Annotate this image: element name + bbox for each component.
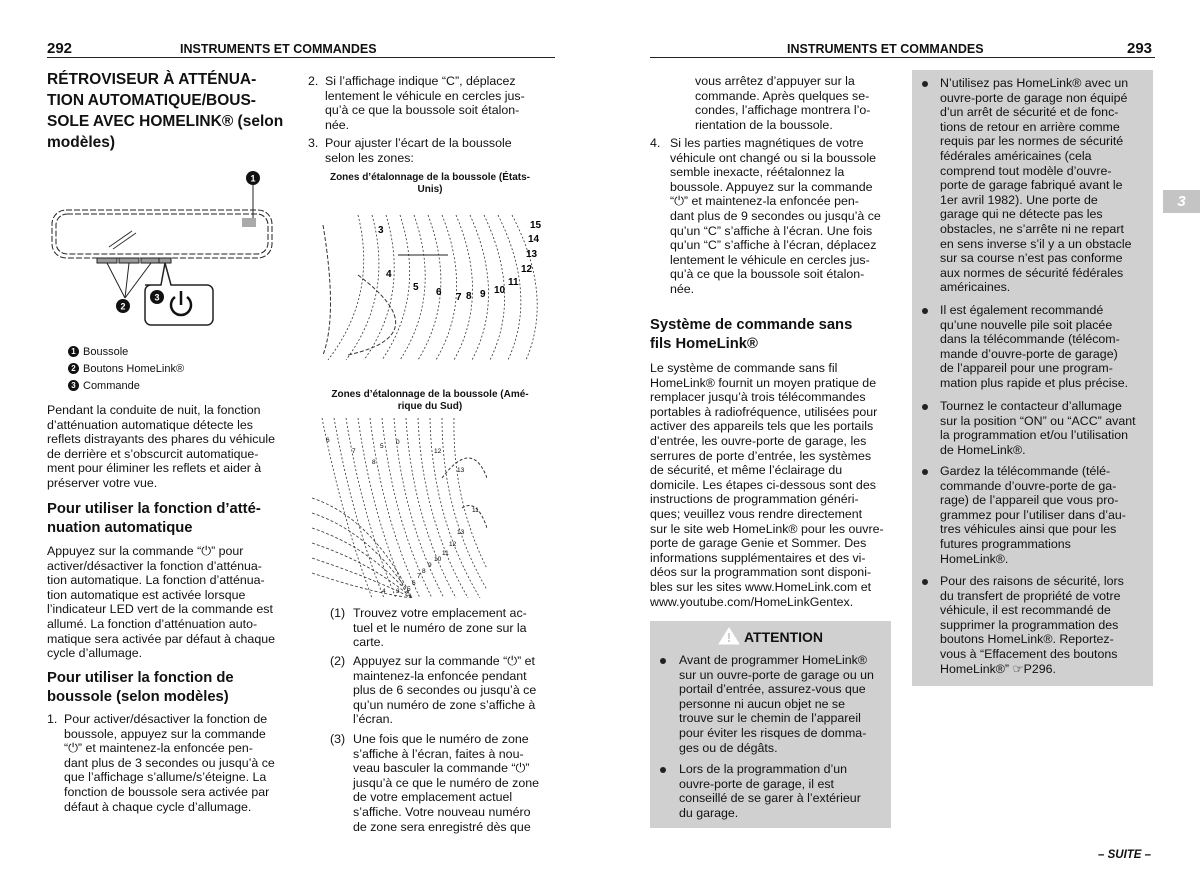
zone-label: 3 (396, 588, 400, 595)
zone-line (370, 418, 420, 598)
warning-icon (718, 627, 740, 645)
zone-label: 10 (434, 556, 442, 563)
heading-compass: Pour utiliser la fonction de boussole (selon modèles) (47, 670, 234, 705)
attention-box: ATTENTION Avant de programmer HomeLink® sur un ouvre-porte de garage ou un portail d’entrée, assurez-vous que personne ni aucun objet ne se trouve sur le chemin de l’appareil pour éviter les risques de domma- ges ou de dégâts. Lors de la programmation d’un ouvre-porte de garage, il est conseillé de se garer à l’extérieur du garage. (650, 621, 891, 828)
figure-legend (68, 343, 184, 394)
legend-item: 2 Boutons HomeLink® (68, 360, 184, 377)
zone-line (328, 215, 364, 360)
zone-line (334, 418, 384, 598)
zone-line (470, 215, 489, 360)
zone-label: 5 (413, 282, 419, 293)
legend-item: 3 Commande (68, 377, 184, 394)
zone-label: 7 (417, 573, 421, 580)
zone-label: 4 (386, 269, 392, 280)
continued-paragraph: vous arrêtez d’appuyer sur la commande. Après quelques se- condes, l’affichage montrera l’o- rientation de la boussole. (695, 74, 871, 132)
bullet-icon (660, 767, 666, 773)
zone-line (322, 418, 372, 598)
zone-label: 6 (326, 437, 330, 444)
zone-line (454, 215, 473, 360)
map-south-america (312, 418, 487, 598)
zone-line (394, 418, 444, 598)
zone-label: 7 (352, 448, 356, 455)
zone-label: 12 (449, 541, 457, 548)
zone-label: 7 (456, 292, 462, 303)
bullet-icon (922, 579, 928, 585)
zone-label: 12 (434, 448, 442, 455)
zone-label: 4 (382, 588, 386, 595)
zone-line (312, 513, 412, 598)
zone-label: 13 (526, 249, 538, 260)
zone-label: 9 (428, 562, 432, 569)
map-us (318, 215, 543, 360)
zone-label: 12 (521, 264, 533, 275)
notes-box: N’utilisez pas HomeLink® avec un ouvre-porte de garage non équipé d’un arrêt de sécurité et de fonc- tions de retour en arrière comme requis par les normes de sécurité fédérales américaines (cela comprend tout modèle d’ouvre- porte de garage fabriqué avant le 1er avril 1982). Une porte de garage qui ne détecte pas les obstacles, ne s’arrête ni ne repart en sens inverse s’il y a un obstacle sur sa course n’est pas conforme aux normes de sécurité fédérales américaines. Il est également recommandé qu’une nouvelle pile soit placée dans la télécommande (télécom- mande d’ouvre-porte de garage) de l’appareil pour une program- mation plus rapide et plus précise. Tournez le contacteur d’allumage sur la position “ON” ou “ACC” avant la programmation et/ou l’utilisation de HomeLink®. Gardez la télécommande (télé- commande d’ouvre-porte de ga- rage) de l’appareil que vous pro- grammez pour l’utiliser dans d’au- tres véhicules ainsi que pour les futures programmations HomeLink®. Pour des raisons de sécurité, lors du transfert de propriété de votre véhicule, il est recommandé de supprimer la programmation des boutons HomeLink®. Reportez- vous à “Effacement des boutons HomeLink®” ☞P296. (912, 70, 1153, 686)
mirror-illustration (47, 165, 287, 335)
compass-display (242, 218, 256, 227)
zone-label: 11 (442, 550, 449, 557)
zone-label: 5 (380, 443, 384, 450)
page-number-right: 293 (1127, 40, 1153, 57)
header-rule-right (650, 57, 1155, 58)
map-us-caption: Zones d’étalonnage de la boussole (États- Unis) (329, 172, 531, 195)
zone-label: 10 (494, 285, 506, 296)
heading-auto-dimming: Pour utiliser la fonction d’atté- nuation automatique (47, 501, 261, 536)
zone-label: 5 (407, 586, 411, 593)
zone-line (364, 215, 394, 360)
zone-label: 0 (396, 439, 400, 446)
callout-3: 3 (154, 292, 160, 303)
page-number-left: 292 (47, 40, 73, 57)
zone-line (454, 418, 487, 598)
zone-line (382, 215, 410, 360)
homelink-paragraph: Le système de commande sans fil HomeLink® fournit un moyen pratique de remplacer jusqu’à trois télécommandes portables à radiofréquence, utilisées pour activer des appareils tels que les portails d’entrée, les ouvre-porte de garage, les serrures de porte d’entrée, les systèmes de sécurité, et même l’éclairage du domicile. Les étapes ci-dessous sont des instructions de programmation généri- ques; veuillez vous rendre directement sur le site web HomeLink® pour les ouvre- porte de garage Genie et Sommer. Des informations supplémentaires et des vi- déos sur la programmation sont disponi- bles sur les sites www.HomeLink.com et www.youtube.com/HomeLinkGentex. (650, 361, 884, 609)
bullet-icon (922, 81, 928, 87)
zone-label: 8 (466, 291, 472, 302)
running-header-right: INSTRUMENTS ET COMMANDES (787, 42, 984, 56)
zone-line (406, 418, 456, 598)
attention-title: ATTENTION (743, 629, 824, 645)
mirror-figure (47, 165, 287, 335)
zone-label: 6 (412, 580, 416, 587)
map-sa-caption: Zones d’étalonnage de la boussole (Amé- rique du Sud) (331, 389, 529, 412)
zone-line (442, 418, 487, 598)
bullet-icon (922, 404, 928, 410)
bullet-icon (922, 308, 928, 314)
section-title: RÉTROVISEUR À ATTÉNUA- TION AUTOMATIQUE/BOUS- SOLE AVEC HOMELINK® (selon modèles) (47, 71, 284, 151)
heading-homelink: Système de commande sans fils HomeLink® (650, 317, 853, 352)
zone-label: 6 (436, 287, 442, 298)
zone-label: 9 (480, 289, 486, 300)
bullet-icon (660, 658, 666, 664)
zone-label: 15 (530, 220, 542, 231)
zone-line (323, 225, 396, 355)
callout-1: 1 (250, 173, 256, 184)
manual-spread: 292 INSTRUMENTS ET COMMANDES INSTRUMENTS ET COMMANDES 293 RÉTROVISEUR À ATTÉNUA- TION AUTOMATIQUE/BOUS- SOLE AVEC HOMELINK® (selon modèles) 1 2 3 1 Boussole 2 Boutons HomeLink® 3 Commande Pendant la conduite de nuit, la fonction d’atténuation automatique détecte les reflets distrayants des phares du véhicule de derrière et s’obscurcit automatique- ment pour éliminer les reflets et aider à préserver votre vue. Pour utiliser la fonction d’atté- nuation automatique Appuyez sur la commande “⏻” pour activer/désactiver la fonction d’atténua- tion automatique. La fonction d’atténua- tion automatique est activée lorsque l’indicateur LED vert de la commande est allumé. La fonction d’atténuation auto- matique sera activée par défaut à chaque cycle d’allumage. Pour utiliser la fonction de boussole (selon modèles) 1. Pour activer/désactiver la fonction de boussole, appuyez sur la commande “⏻” et maintenez-la enfoncée pen- dant plus de 3 secondes ou jusqu’à ce que l’affichage s’allume/s’éteigne. La fonction de boussole sera activée par défaut à chaque cycle d’allumage. 2. Si l’affichage indique “C”, déplacez lentement le véhicule en cercles jus- qu’à ce que la boussole soit étalon- née. 3. Pour ajuster l’écart de la boussole selon les zones: Zones d’étalonnage de la boussole (États- Unis) 3 4 5 6 7 8 9 10 11 12 13 14 15 Zones d’étalonnage de la boussole (Amé- rique du Sud) 6 7 5 0 8 12 13 11 13 12 11 10 9 8 7 6 5 3 4 (1) Trouvez votre emplacement ac- tuel et le numéro de zone sur la carte. (2) Appuyez sur la commande “⏻” et maintenez-la enfoncée pendant plus de 6 secondes ou jusqu’à ce qu’un numéro de zone s’affiche à l’écran. (3) Une fois que le numéro de zone s’affiche à l’écran, faites à nou- veau basculer la commande “⏻” jusqu’à ce que le numéro de zone de votre emplacement actuel s’affiche. Votre nouveau numéro de zone sera enregistré dès que vous arrêtez d’appuyer sur la commande. Après quelques se- condes, l’affichage montrera l’o- rientation de la boussole. 4. Si les parties magnétiques de votre véhicule ont changé ou si la boussole semble inexacte, réétalonnez la boussole. Appuyez sur la commande “⏻” et maintenez-la enfoncée pen- dant plus de 9 secondes ou jusqu’à ce qu’un “C” s’affiche à l’écran. Une fois qu’un “C” s’affiche à l’écran, déplacez lentement le véhicule en cercles jus- qu’à ce que la boussole soit étalon- née. Système de commande sans fils HomeLink® Le système de commande sans fil HomeLink® fournit un moyen pratique de remplacer jusqu’à trois télécommandes portables à radiofréquence, utilisées pour activer des appareils tels que les portails d’entrée, les ouvre-porte de garage, les serrures de porte d’entrée, les systèmes de sécurité, et même l’éclairage du domicile. Les étapes ci-dessous sont des instructions de programmation généri- ques; veuillez vous rendre directement sur le site web HomeLink® pour les ouvre- porte de garage Genie et Sommer. Des informations supplémentaires et des vi- déos sur la programmation sont disponi- bles sur les sites www.HomeLink.com et www.youtube.com/HomeLinkGentex. ATTENTION Avant de programmer HomeLink® sur un ouvre-porte de garage ou un portail d’entrée, assurez-vous que personne ni aucun objet ne se trouve sur le chemin de l’appareil pour éviter les risques de domma- ges ou de dégâts. Lors de la programmation d’un ouvre-porte de garage, il est conseillé de se garer à l’extérieur du garage. N’utilisez pas HomeLink® avec un ouvre-porte de garage non équipé d’un arrêt de sécurité et de fonc- tions de retour en arrière comme requis par les normes de sécurité fédérales américaines (cela comprend tout modèle d’ouvre- porte de garage fabriqué avant le 1er avril 1982). Une porte de garage qui ne détecte pas les obstacles, ne s’arrête ni ne repart en sens inverse s’il y a un obstacle sur sa course n’est pas conforme aux normes de sécurité fédérales américaines. Il est également recommandé qu’une nouvelle pile soit placée dans la télécommande (télécom- mande d’ouvre-porte de garage) de l’appareil pour une program- mation plus rapide et plus précise. Tournez le contacteur d’allumage sur la position “ON” ou “ACC” avant la programmation et/ou l’utilisation de HomeLink®. Gardez la télécommande (télé- commande d’ouvre-porte de ga- rage) de l’appareil que vous pro- grammez pour l’utiliser dans d’au- tres véhicules ainsi que pour les futures programmations HomeLink®. Pour des raisons de sécurité, lors du transfert de propriété de votre véhicule, il est recommandé de supprimer la programmation des boutons HomeLink®. Reportez- vous à “Effacement des boutons HomeLink®” ☞P296. 3 – SUITE – (0, 0, 1200, 896)
bullet-icon (922, 469, 928, 475)
zone-label: 11 (472, 507, 479, 514)
legend-item: 1 Boussole (68, 343, 184, 360)
zone-label: 8 (422, 568, 426, 575)
header-rule-left (47, 57, 555, 58)
zone-label: 11 (508, 277, 519, 288)
auto-dimming-paragraph: Appuyez sur la commande “⏻” pour activer/désactiver la fonction d’atténua- tion automatique. La fonction d’atténua- tion automatique est activée lorsque l’indicateur LED vert de la commande est allumé. La fonction d’atténuation auto- matique sera activée par défaut à chaque cycle d’allumage. (47, 544, 275, 661)
intro-paragraph: Pendant la conduite de nuit, la fonction d’atténuation automatique détecte les reflets distrayants des phares du véhicule de derrière et s’obscurcit automatique- ment pour éliminer les reflets et aider à préserver votre vue. (47, 403, 275, 490)
zone-label: 13 (457, 467, 465, 474)
running-header-left: INSTRUMENTS ET COMMANDES (180, 42, 377, 56)
zone-label: 8 (372, 459, 376, 466)
chapter-tab[interactable]: 3 (1163, 190, 1200, 213)
zone-line (346, 418, 396, 598)
continued-footer: – SUITE – (1098, 849, 1152, 861)
callout-2: 2 (120, 301, 126, 312)
zone-label: 14 (528, 234, 540, 245)
zone-label: 3 (378, 225, 384, 236)
zone-label: 13 (457, 529, 465, 536)
zone-line (442, 458, 487, 528)
